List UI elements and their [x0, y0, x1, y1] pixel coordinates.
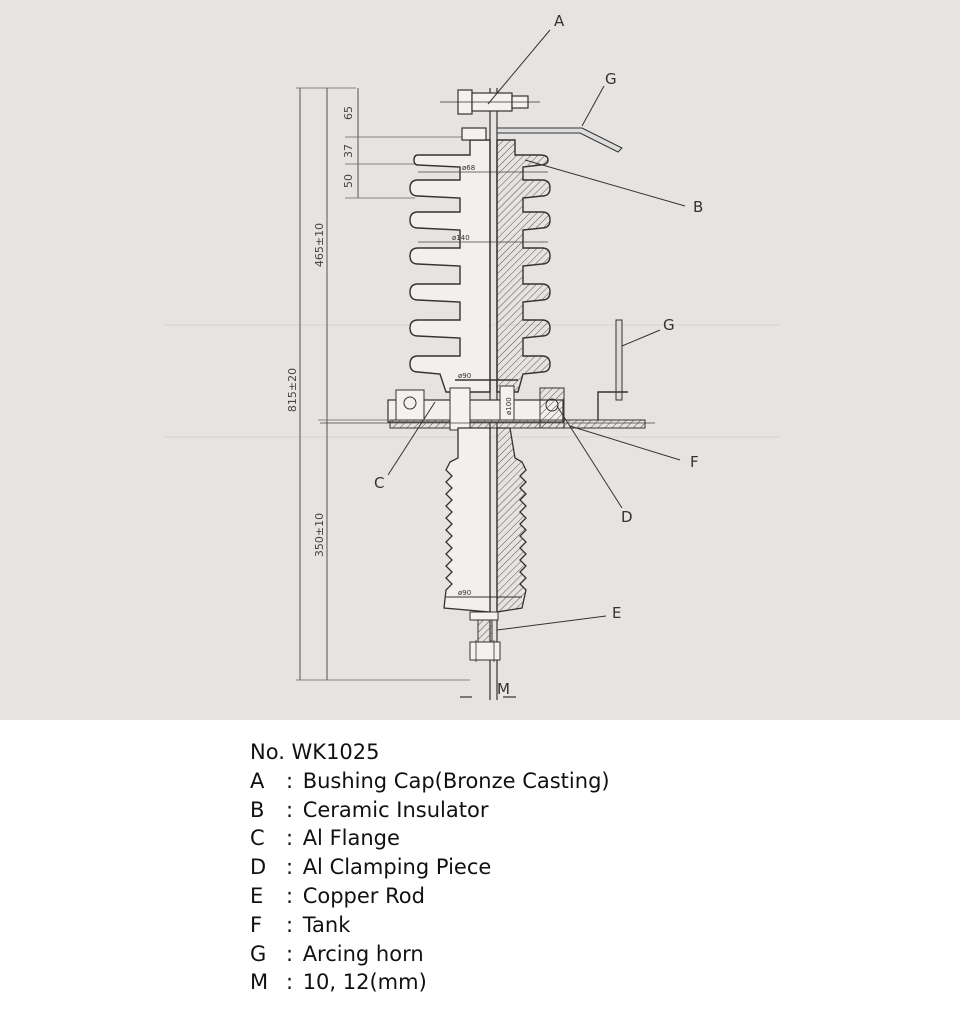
- legend-key: C: [250, 826, 265, 851]
- lower-insulator: [444, 428, 526, 612]
- legend-description: Copper Rod: [302, 883, 425, 908]
- parts-legend: [250, 738, 850, 997]
- dia-top-label: ø68: [462, 164, 476, 172]
- legend-separator: :: [286, 855, 294, 880]
- legend-key: F: [250, 912, 263, 937]
- side-arcing-horn: [598, 320, 628, 420]
- legend-description: Bushing Cap(Bronze Casting): [302, 768, 610, 793]
- callout-e-label: E: [612, 604, 622, 622]
- rod-terminal-nuts: [470, 612, 500, 662]
- legend-separator: :: [286, 912, 294, 937]
- legend-item: [250, 968, 850, 997]
- legend-separator: :: [286, 883, 294, 908]
- dim-overall-label: 815±20: [286, 367, 299, 413]
- upper-insulator: [410, 140, 550, 392]
- legend-description: Al Flange: [302, 826, 400, 851]
- callout-d-label: D: [621, 508, 633, 526]
- dim-cap-label: 65: [342, 106, 355, 120]
- legend-separator: :: [286, 970, 294, 995]
- legend-key: A: [250, 768, 265, 793]
- legend-description: Arcing horn: [302, 941, 424, 966]
- model-number: No. WK1025: [250, 740, 380, 764]
- legend-item: [250, 796, 850, 825]
- callout-f-label: F: [690, 453, 699, 471]
- legend-description: Tank: [302, 912, 351, 937]
- callout-b-label: B: [693, 198, 704, 216]
- top-arcing-horn: [497, 128, 622, 152]
- dimension-m: [460, 680, 516, 698]
- copper-rod: [490, 88, 497, 700]
- callout-g-top-label: G: [605, 70, 617, 88]
- legend-item: [250, 853, 850, 882]
- legend-separator: :: [286, 941, 294, 966]
- legend-separator: :: [286, 826, 294, 851]
- legend-key: M: [250, 970, 269, 995]
- legend-key: G: [250, 941, 267, 966]
- callout-g-mid-label: G: [663, 316, 675, 334]
- dim-step-label: 37: [342, 144, 355, 158]
- legend-item: [250, 824, 850, 853]
- callout-a-label: A: [554, 12, 565, 30]
- dim-shed-label: 50: [342, 174, 355, 188]
- legend-key: D: [250, 855, 267, 880]
- dia-flange-label: ø90: [458, 372, 472, 380]
- legend-description: Al Clamping Piece: [302, 855, 492, 880]
- legend-item: [250, 882, 850, 911]
- legend-description: 10, 12(mm): [302, 970, 427, 995]
- dim-lower-label: 350±10: [313, 512, 326, 558]
- legend-description: Ceramic Insulator: [302, 797, 489, 822]
- legend-item: [250, 940, 850, 969]
- callout-m-label: M: [497, 680, 510, 698]
- legend-item: [250, 767, 850, 796]
- dia-shed-label: ø140: [452, 234, 470, 242]
- dimension-overall: [286, 88, 470, 680]
- legend-item: [250, 911, 850, 940]
- legend-separator: :: [286, 768, 294, 793]
- callout-c-label: C: [374, 474, 385, 492]
- legend-key: B: [250, 797, 265, 822]
- dim-upper-label: 465±10: [313, 222, 326, 268]
- legend-separator: :: [286, 797, 294, 822]
- dia-bottom-label: ø90: [458, 589, 472, 597]
- dia-side-label: ø100: [505, 397, 513, 415]
- legend-key: E: [250, 883, 264, 908]
